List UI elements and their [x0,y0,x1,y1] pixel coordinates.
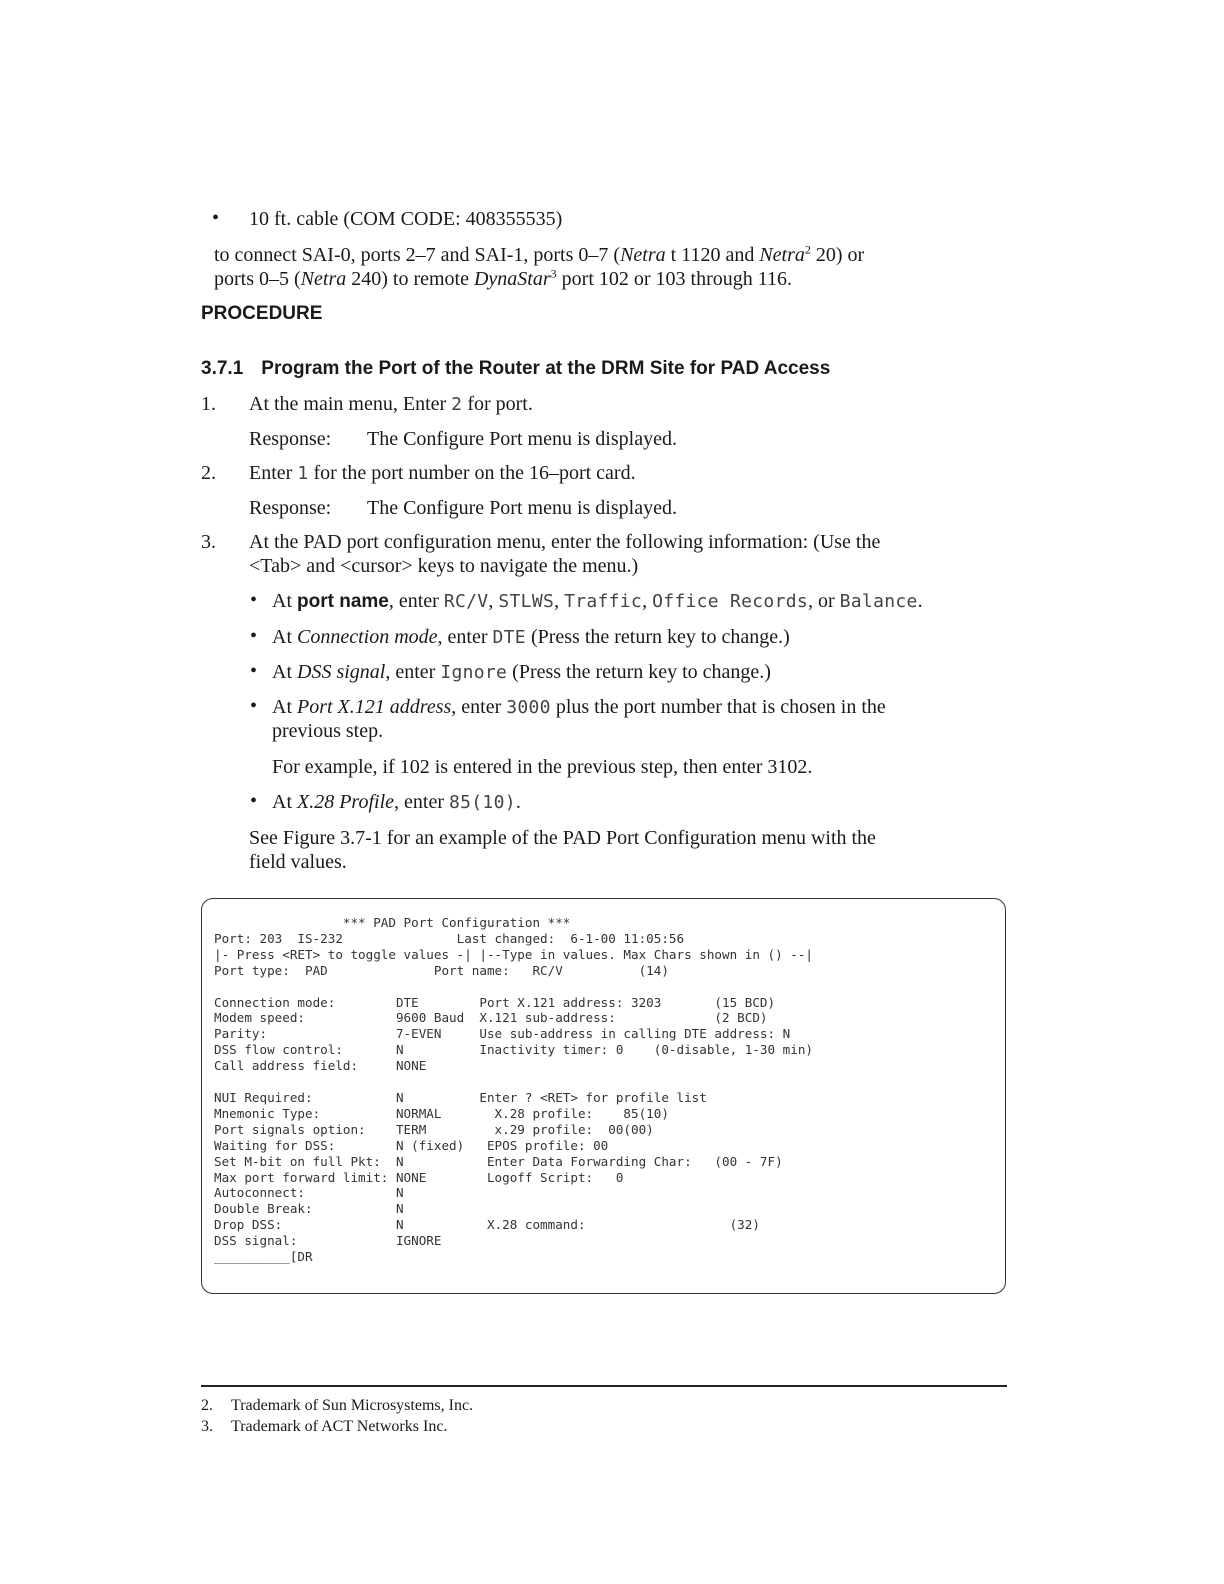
sub-bullet-x28-profile: At X.28 Profile, enter 85(10). [272,791,521,813]
step-3-number: 3. [201,531,216,553]
step-3-line-2: <Tab> and <cursor> keys to navigate the menu.) [249,555,639,577]
bullet-icon: • [250,695,258,717]
step-2-response-label: Response: [249,497,332,519]
footnote-divider [201,1385,1007,1387]
sub-bullet-port-name: At port name, enter RC/V, STLWS, Traffic, Office Records, or Balance. [272,590,923,612]
step-1-text: At the main menu, Enter 2 for port. [249,393,533,415]
bullet-icon: • [212,207,220,229]
footnote-3-text: Trademark of ACT Networks Inc. [231,1418,448,1435]
step-1-number: 1. [201,393,216,415]
sub-bullet-dss-signal: At DSS signal, enter Ignore (Press the return key to change.) [272,661,771,683]
cable-bullet-text: 10 ft. cable (COM CODE: 408355535) [249,208,563,230]
intro-line-2: ports 0–5 (Netra 240) to remote DynaStar$^3$ port 102 or 103 through 116. [214,266,793,290]
step-1-response-label: Response: [249,428,332,450]
pad-port-configuration-figure [201,898,1006,1294]
step-2-number: 2. [201,462,216,484]
procedure-heading: PROCEDURE [201,303,323,324]
step-2-text: Enter 1 for the port number on the 16–port card. [249,462,636,484]
step-2-response-text: The Configure Port menu is displayed. [367,497,677,519]
bullet-icon: • [250,660,258,682]
sub-bullet-connection-mode: At Connection mode, enter DTE (Press the return key to change.) [272,626,790,648]
intro-line-1: to connect SAI-0, ports 2–7 and SAI-1, ports 0–7 (Netra t 1120 and Netra$^2$ 20) or [214,242,865,266]
section-heading [201,357,830,381]
footnote-2-number: 2. [201,1397,213,1414]
terminal-screen-text: *** PAD Port Configuration *** Port: 203 IS-232 Last changed: 6-1-00 11:05:56 |- Press <RET> to toggle values -| |--Type in values. Max Chars shown in () --| Port type: PAD Port name: RC/V (14) Connection mode: DTE Port X.121 address: 3203 (15 BCD) Modem speed: 9600 Baud X.121 sub-address: (2 BCD) Parity: 7-EVEN Use sub-address in calling DTE address: N DSS flow control: N Inactivity timer: 0 (0-disable, 1-30 min) Call address field: NONE NUI Required: N Enter ? <RET> for profile list Mnemonic Type: NORMAL X.28 profile: 85(10) Port signals option: TERM x.29 profile: 00(00) Waiting for DSS: N (fixed) EPOS profile: 00 Set M-bit on full Pkt: N Enter Data Forwarding Char: (00 - 7F) Max port forward limit: NONE Logoff Script: 0 Autoconnect: N Double Break: N Drop DSS: N X.28 command: (32) DSS signal: IGNORE __________[DR [214,915,813,1265]
bullet-icon: • [250,589,258,611]
sub-bullet-x121-address-line-2: previous step. [272,720,384,742]
section-number: 3.7.1 [201,358,244,379]
see-figure-line-2: field values. [249,851,347,873]
footnote-2-text: Trademark of Sun Microsystems, Inc. [231,1397,474,1414]
step-3-line-1: At the PAD port configuration menu, enter the following information: (Use the [249,531,881,553]
section-title: Program the Port of the Router at the DRM Site for PAD Access [261,358,831,379]
bullet-icon: • [250,790,258,812]
example-text: For example, if 102 is entered in the previous step, then enter 3102. [272,756,813,778]
footnote-3-number: 3. [201,1418,213,1435]
bullet-icon: • [250,625,258,647]
sub-bullet-x121-address: At Port X.121 address, enter 3000 plus the port number that is chosen in the [272,696,886,718]
see-figure-line-1: See Figure 3.7-1 for an example of the PAD Port Configuration menu with the [249,827,876,849]
step-1-response-text: The Configure Port menu is displayed. [367,428,677,450]
